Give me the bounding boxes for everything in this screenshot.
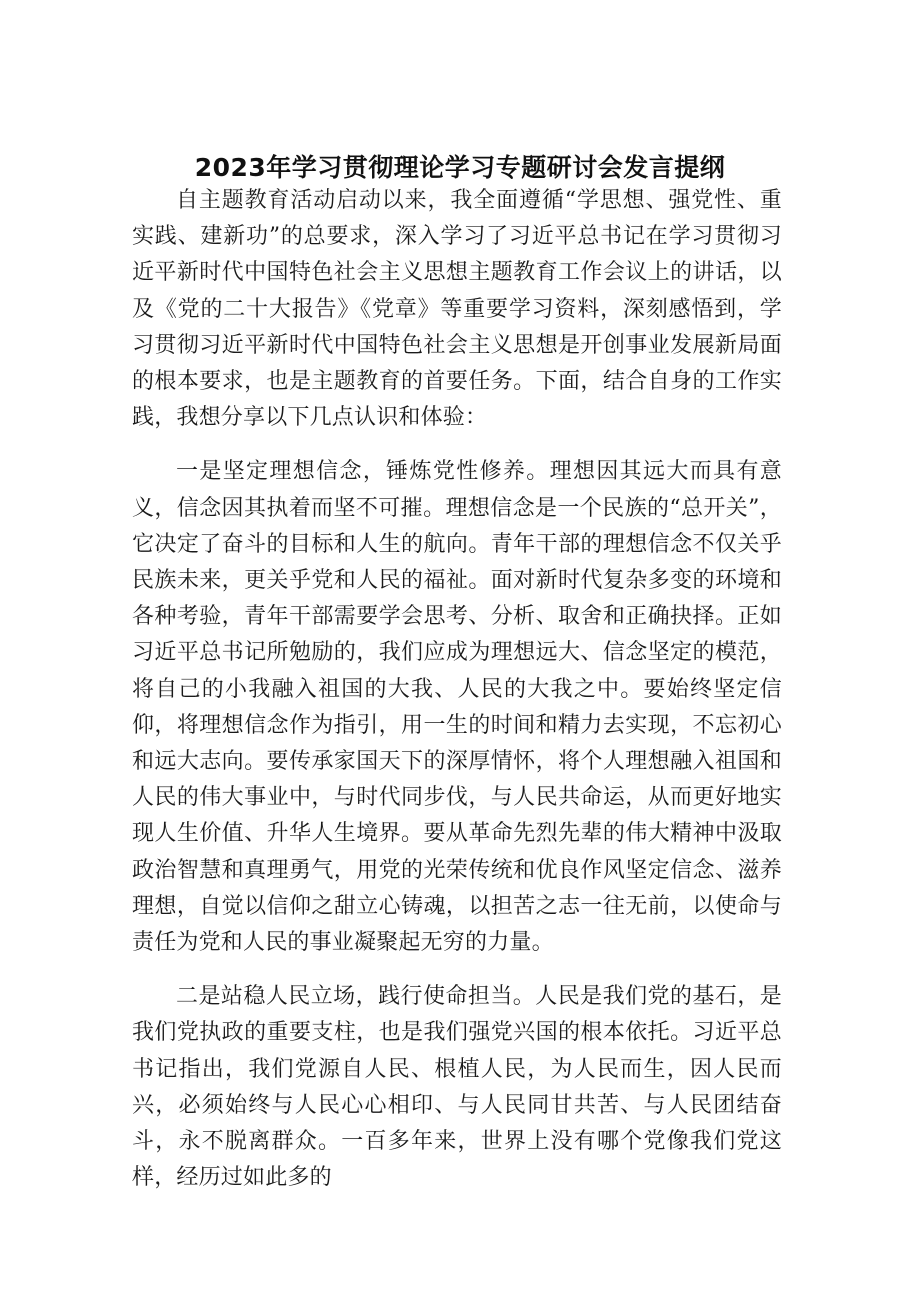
paragraph-point-one: 一是坚定理想信念，锤炼党性修养。理想因其远大而具有意义，信念因其执着而坚不可摧。理想信念是一个民族的“总开关”，它决定了奋斗的目标和人生的航向。青年干部的理想信念不仅关乎民族未来，更关乎党和人民的福祉。面对新时代复杂多变的环境和各种考验，青年干部需要学会思考、分析、取舍和正确抉择。正如习近平总书记所勉励的，我们应成为理想远大、信念坚定的模范，将自己的小我融入祖国的大我、人民的大我之中。要始终坚定信仰，将理想信念作为指引，用一生的时间和精力去实现，不忘初心和远大志向。要传承家国天下的深厚情怀，将个人理想融入祖国和人民的伟大事业中，与时代同步伐，与人民共命运，从而更好地实现人生价值、升华人生境界。要从革命先烈先辈的伟大精神中汲取政治智慧和真理勇气，用党的光荣传统和优良作风坚定信念、滋养理想，自觉以信仰之甜立心铸魂，以担苦之志一往无前，以使命与责任为党和人民的事业凝聚起无穷的力量。: [132, 459, 782, 956]
document-body: [132, 183, 782, 1196]
paragraph-intro: 自主题教育活动启动以来，我全面遵循“学思想、强党性、重实践、建新功”的总要求，深入学习了习近平总书记在学习贯彻习近平新时代中国特色社会主义思想主题教育工作会议上的讲话，以及《党的二十大报告》《党章》等重要学习资料，深刻感悟到，学习贯彻习近平新时代中国特色社会主义思想是开创事业发展新局面的根本要求，也是主题教育的首要任务。下面，结合自身的工作实践，我想分享以下几点认识和体验：: [132, 188, 782, 431]
document-title: 2023年学习贯彻理论学习专题研讨会发言提纲: [194, 153, 726, 182]
paragraph-point-two: 二是站稳人民立场，践行使命担当。人民是我们党的基石，是我们党执政的重要支柱，也是我们强党兴国的根本依托。习近平总书记指出，我们党源自人民、根植人民，为人民而生，因人民而兴，必须始终与人民心心相印、与人民同甘共苦、与人民团结奋斗，永不脱离群众。一百多年来，世界上没有哪个党像我们党这样，经历过如此多的: [132, 984, 782, 1191]
